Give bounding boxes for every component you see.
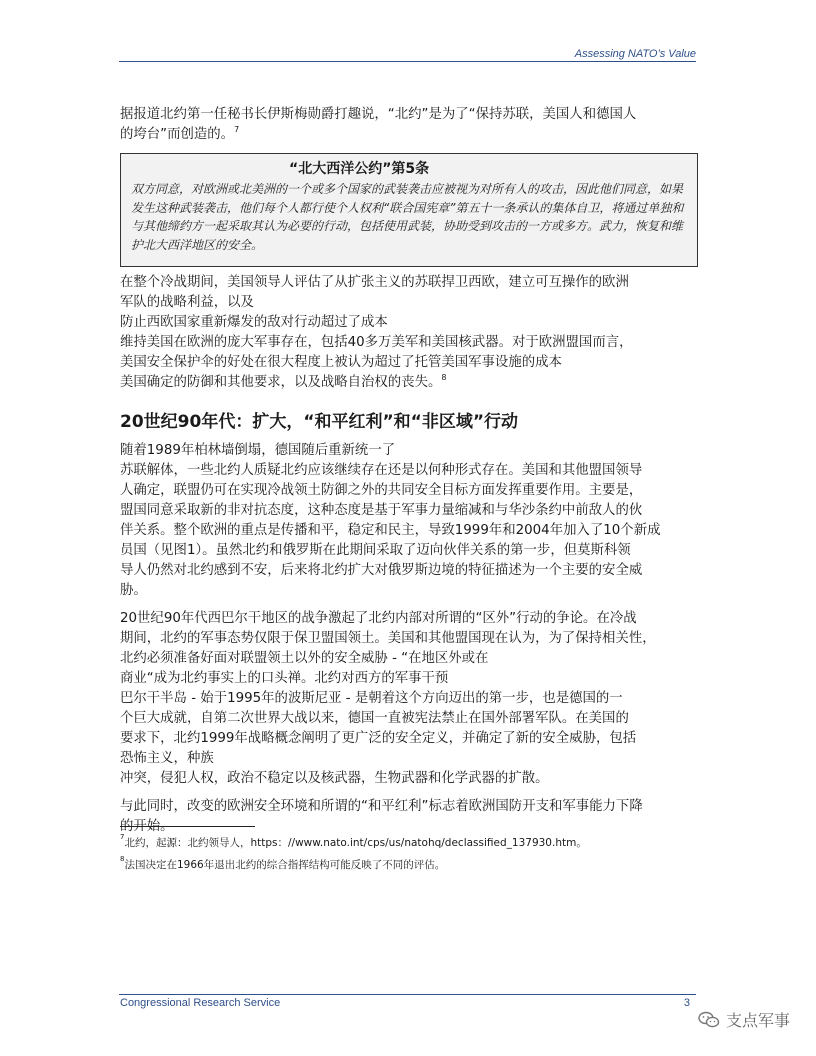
cold-war-line: 军队的战略利益，以及 [120,295,254,310]
paragraph-line: 巴尔干半岛 - 始于1995年的波斯尼亚 - 是朝着这个方向迈出的第一步，也是德国的一 [120,691,623,706]
cold-war-line: 在整个冷战期间，美国领导人评估了从扩张主义的苏联捍卫西欧，建立可互操作的欧洲 [120,275,629,290]
paragraph-line: 胁。 [120,583,147,598]
paragraph-line: 的开始。 [120,819,174,834]
intro-paragraph [120,105,698,145]
balkans-paragraph [120,609,698,789]
cold-war-line [120,373,698,393]
page-body [120,105,698,837]
cold-war-line-text: 美国确定的防御和其他要求，以及战略自治权的丧失。 [120,375,442,390]
footnote-8 [120,854,700,876]
footnote-text: 法国决定在1966年退出北约的综合指挥结构可能反映了不同的评估。 [124,859,446,871]
page-number: 3 [683,997,690,1009]
paragraph-line: 冲突，侵犯人权，政治不稳定以及核武器，生物武器和化学武器的扩散。 [120,771,549,786]
article-5-title: “北大西洋公约”第5条 [289,161,430,177]
section-heading: 20世纪90年代：扩大，“和平红利”和“非区域”行动 [120,412,519,432]
intro-line [120,125,698,145]
paragraph-line: 苏联解体，一些北约人质疑北约应该继续存在还是以何种形式存在。美国和其他盟国领导 [120,463,643,478]
peace-dividend-paragraph [120,797,698,837]
article-5-line: 与其他缔约方一起采取其认为必要的行动，包括使用武装，协助受到攻击的一方或多方。武力，恢复和维 [131,219,684,233]
paragraph-line: 盟国同意采取新的非对抗态度，这种态度是基于军事力量缩减和与华沙条约中前敌人的伙 [120,503,643,518]
intro-line: 据报道北约第一任秘书长伊斯梅勋爵打趣说，“北约”是为了“保持苏联，美国人和德国人 [120,107,637,122]
paragraph-line: 员国（见图1）。虽然北约和俄罗斯在此期间采取了迈向伙伴关系的第一步，但莫斯科领 [120,543,631,558]
footnote-text: 北约，起源：北约领导人，https：//www.nato.int/cps/us/natohq/declassified_137930.htm。 [124,837,587,849]
cold-war-line: 防止西欧国家重新爆发的敌对行动超过了成本 [120,315,388,330]
footnote-number: 8 [120,855,125,863]
article-5-box [120,153,698,267]
paragraph-line: 与此同时，改变的欧洲安全环境和所谓的“和平红利”标志着欧洲国防开支和军事能力下降 [120,799,643,814]
cold-war-paragraph [120,273,698,393]
paragraph-line: 恐怖主义，种族 [120,751,214,766]
post-cold-war-paragraph [120,441,698,601]
wechat-icon [698,1011,720,1029]
paragraph-line: 个巨大成就，自第二次世界大战以来，德国一直被宪法禁止在国外部署军队。在美国的 [120,711,629,726]
footnote-7 [120,832,700,854]
article-5-line: 双方同意，对欧洲或北美洲的一个或多个国家的武装袭击应被视为对所有人的攻击，因此他们同意，如果 [131,182,684,196]
paragraph-line: 随着1989年柏林墙倒塌，德国随后重新统一了 [120,443,396,458]
paragraph-line: 北约必须准备好面对联盟领土以外的安全威胁 - “在地区外或在 [120,651,489,666]
paragraph-line: 人确定，联盟仍可在实现冷战领土防御之外的共同安全目标方面发挥重要作用。主要是， [120,483,643,498]
footnote-ref-7: 7 [234,125,240,134]
footnote-ref-8: 8 [441,373,447,382]
footer-organization: Congressional Research Service [120,997,281,1009]
footnote-divider [120,826,255,827]
running-header-title: Assessing NATO’s Value [574,48,696,60]
paragraph-line: 商业“成为北约事实上的口头禅。北约对西方的军事干预 [120,671,449,686]
paragraph-line: 伴关系。整个欧洲的重点是传播和平，稳定和民主，导致1999年和2004年加入了10个新成 [120,523,661,538]
article-5-text [131,180,697,254]
article-5-line: 护北大西洋地区的安全。 [131,237,264,252]
intro-line-text: 的垮台”而创造的。 [120,127,235,142]
header-divider [119,61,696,62]
article-5-line: 发生这种武装袭击，他们每个人都行使个人权利“联合国宪章”第五十一条承认的集体自卫，将通过单独和 [131,200,684,215]
paragraph-line: 要求下，北约1999年战略概念阐明了更广泛的安全定义，并确定了新的安全威胁，包括 [120,731,637,746]
cold-war-line: 美国安全保护伞的好处在很大程度上被认为超过了托管美国军事设施的成本 [120,355,562,370]
footnotes [120,832,700,876]
watermark [698,1008,790,1031]
watermark-text: 支点军事 [725,1011,790,1030]
cold-war-line: 维持美国在欧洲的庞大军事存在，包括40多万美军和美国核武器。对于欧洲盟国而言， [120,335,633,350]
paragraph-line: 期间，北约的军事态势仅限于保卫盟国领土。美国和其他盟国现在认为，为了保持相关性， [120,631,656,646]
paragraph-line: 导人仍然对北约感到不安，后来将北约扩大对俄罗斯边境的特征描述为一个主要的安全威 [120,563,643,578]
footer-divider [119,994,696,995]
paragraph-line: 20世纪90年代西巴尔干地区的战争激起了北约内部对所谓的“区外”行动的争论。在冷战 [120,611,637,626]
footnote-number: 7 [120,833,125,841]
